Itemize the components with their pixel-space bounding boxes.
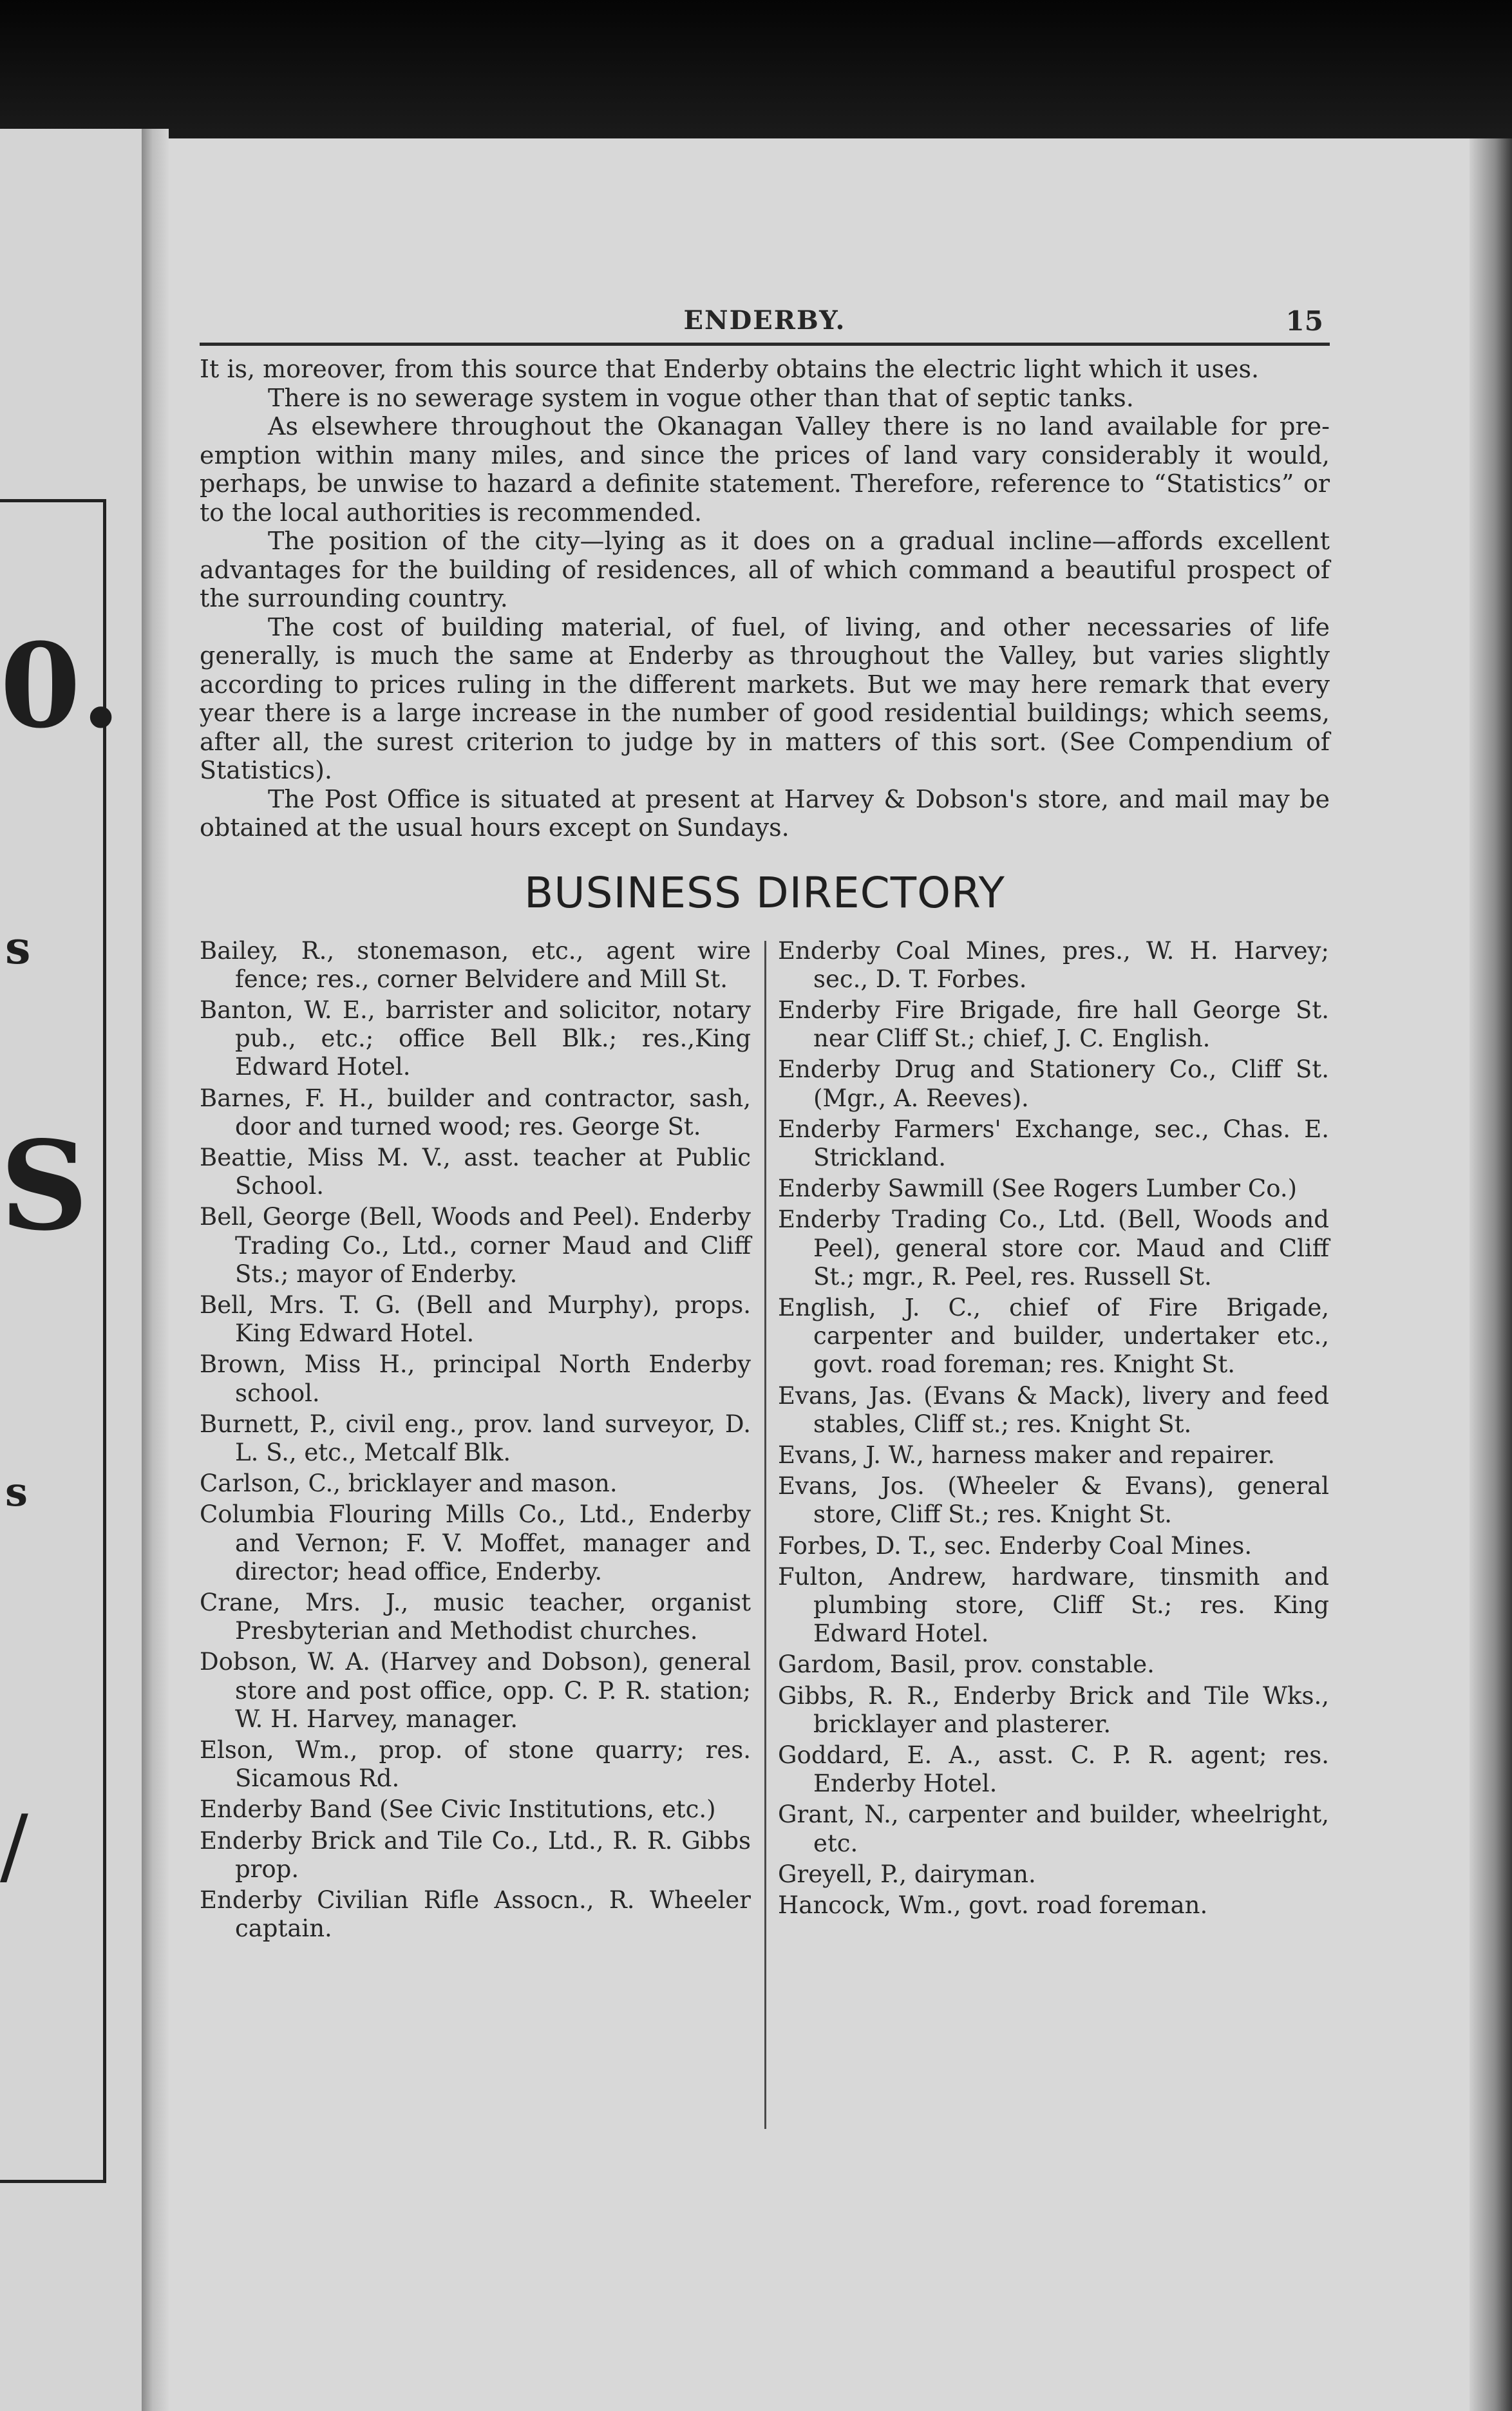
directory-entry: Goddard, E. A., asst. C. P. R. agent; res. Enderby Hotel. (778, 1741, 1329, 1798)
directory-entry: Brown, Miss H., principal North Enderby school. (200, 1350, 751, 1407)
previous-page-fragment: 0. (0, 618, 121, 754)
intro-text (200, 355, 1330, 842)
directory-entry: Barnes, F. H., builder and contractor, sash, door and turned wood; res. George St. (200, 1084, 751, 1140)
directory-columns (200, 937, 1330, 1946)
directory-title: BUSINESS DIRECTORY (524, 867, 1005, 918)
directory-entry: Gardom, Basil, prov. constable. (778, 1650, 1155, 1679)
directory-entry: Hancock, Wm., govt. road foreman. (778, 1891, 1208, 1919)
directory-entry: Crane, Mrs. J., music teacher, organist Presbyterian and Methodist churches. (200, 1588, 751, 1645)
directory-entry: English, J. C., chief of Fire Brigade, carpenter and builder, undertaker etc., govt. road foreman; res. Knight St. (778, 1293, 1329, 1379)
directory-entry: Evans, Jas. (Evans & Mack), livery and feed stables, Cliff st.; res. Knight St. (778, 1381, 1329, 1438)
directory-entry: Enderby Brick and Tile Co., Ltd., R. R. Gibbs prop. (200, 1826, 751, 1883)
column-divider (764, 941, 766, 2129)
directory-entry: Enderby Band (See Civic Institutions, etc.) (200, 1795, 716, 1824)
directory-entry: Bell, George (Bell, Woods and Peel). Enderby Trading Co., Ltd., corner Maud and Cliff Sts.; mayor of Enderby. (200, 1203, 751, 1288)
directory-entry: Enderby Fire Brigade, fire hall George St. near Cliff St.; chief, J. C. English. (778, 996, 1329, 1053)
directory-entry: Banton, W. E., barrister and solicitor, notary pub., etc.; office Bell Blk.; res.,King Edward Hotel. (200, 996, 751, 1081)
directory-entry: Elson, Wm., prop. of stone quarry; res. Sicamous Rd. (200, 1735, 751, 1793)
page-content (200, 303, 1330, 1945)
intro-paragraph: The position of the city—lying as it does on a gradual incline—affords excellent advantages for the building of residences, all of which command a beautiful prospect of the surrounding country. (200, 527, 1330, 612)
intro-paragraph: It is, moreover, from this source that Enderby obtains the electric light which it uses. (200, 355, 1260, 383)
directory-entry: Beattie, Miss M. V., asst. teacher at Public School. (200, 1143, 751, 1200)
running-head-title: ENDERBY. (683, 305, 846, 336)
book-spine-shadow (142, 129, 169, 2411)
directory-right-column (778, 937, 1329, 1946)
directory-entry: Fulton, Andrew, hardware, tinsmith and plumbing store, Cliff St.; res. King Edward Hotel. (778, 1562, 1329, 1648)
previous-page-fragment: s (5, 921, 31, 974)
directory-entry: Carlson, C., bricklayer and mason. (200, 1470, 618, 1498)
page-edge-shadow (1469, 138, 1512, 2411)
directory-entry: Burnett, P., civil eng., prov. land surveyor, D. L. S., etc., Metcalf Blk. (200, 1410, 751, 1466)
directory-entry: Enderby Civilian Rifle Assocn., R. Wheeler captain. (200, 1886, 751, 1943)
directory-entry: Bell, Mrs. T. G. (Bell and Murphy), props. King Edward Hotel. (200, 1291, 751, 1348)
directory-entry: Enderby Sawmill (See Rogers Lumber Co.) (778, 1175, 1298, 1203)
directory-entry: Columbia Flouring Mills Co., Ltd., Enderby and Vernon; F. V. Moffet, manager and director; head office, Enderby. (200, 1500, 751, 1585)
page-number: 15 (1285, 305, 1323, 337)
scan-background (0, 0, 1512, 138)
directory-entry: Evans, J. W., harness maker and repairer. (778, 1441, 1276, 1469)
directory-entry: Enderby Coal Mines, pres., W. H. Harvey; sec., D. T. Forbes. (778, 936, 1329, 993)
previous-page-fragment: / (0, 1797, 28, 1895)
intro-paragraph: There is no sewerage system in vogue other than that of septic tanks. (268, 383, 1134, 412)
directory-left-column (200, 937, 751, 1946)
directory-entry: Gibbs, R. R., Enderby Brick and Tile Wks., bricklayer and plasterer. (778, 1681, 1329, 1738)
directory-entry: Greyell, P., dairyman. (778, 1860, 1036, 1888)
directory-entry: Enderby Trading Co., Ltd. (Bell, Woods and Peel), general store cor. Maud and Cliff St.; mgr., R. Peel, res. Russell St. (778, 1206, 1329, 1291)
directory-entry: Bailey, R., stonemason, etc., agent wire fence; res., corner Belvidere and Mill St. (200, 936, 751, 993)
directory-entry: Forbes, D. T., sec. Enderby Coal Mines. (778, 1531, 1252, 1560)
previous-page-fragment: S (0, 1114, 89, 1258)
directory-entry: Enderby Drug and Stationery Co., Cliff St. (Mgr., A. Reeves). (778, 1055, 1329, 1112)
directory-entry: Dobson, W. A. (Harvey and Dobson), general store and post office, opp. C. P. R. station; W. H. Harvey, manager. (200, 1648, 751, 1733)
directory-entry: Evans, Jos. (Wheeler & Evans), general store, Cliff St.; res. Knight St. (778, 1472, 1329, 1529)
previous-page-fragment: s (5, 1468, 28, 1515)
intro-paragraph: The cost of building material, of fuel, of living, and other necessaries of life generally, is much the same at Enderby as throughout the Valley, but varies slightly according to prices ruling in the different markets. But we may here remark that every year there is a large increase in the number of good residential buildings; which seems, after all, the surest criterion to judge by in matters of this sort. (See Compendium of Statistics). (200, 612, 1330, 784)
running-head (200, 303, 1330, 346)
directory-entry: Grant, N., carpenter and builder, wheelright, etc. (778, 1801, 1329, 1857)
intro-paragraph: The Post Office is situated at present at Harvey & Dobson's store, and mail may be obtained at the usual hours except on Sundays. (200, 784, 1330, 842)
directory-entry: Enderby Farmers' Exchange, sec., Chas. E. Strickland. (778, 1115, 1329, 1171)
intro-paragraph: As elsewhere throughout the Okanagan Valley there is no land available for pre-emption within many miles, and since the prices of land vary considerably it would, perhaps, be unwise to hazard a definite statement. Therefore, reference to “Statistics” or to the local authorities is recommended. (200, 412, 1330, 527)
